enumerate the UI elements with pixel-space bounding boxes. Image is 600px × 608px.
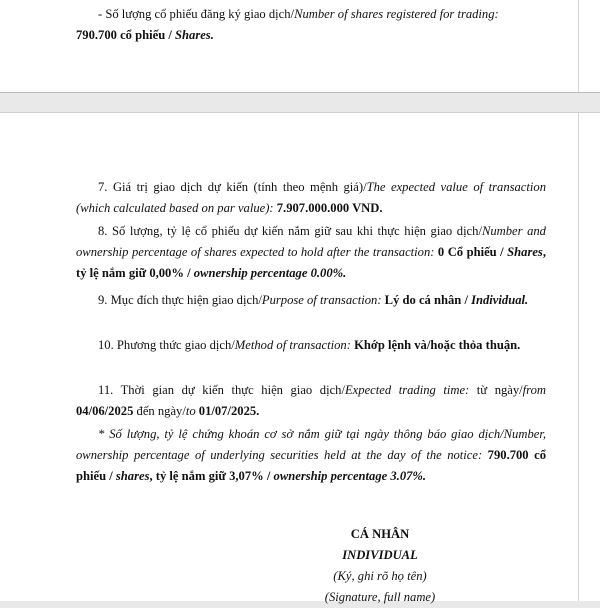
- page-bottom: [0, 112, 600, 604]
- item-8-label: 8. Số lượng, tỷ lệ cổ phiếu dự kiến nắm giữ sau khi thực hiện giao dịch/: [98, 224, 482, 238]
- item-9: [76, 290, 546, 311]
- item-11-label-en: Expected trading time:: [344, 383, 470, 397]
- item-8-value-d: ownership percentage 0.00%.: [193, 266, 347, 280]
- item-11: [76, 380, 546, 422]
- holding-note-value-b: shares: [115, 469, 150, 483]
- item-7-label: 7. Giá trị giao dịch dự kiến (tính theo mệnh giá)/: [98, 180, 367, 194]
- holding-note: [76, 424, 546, 487]
- item-8-value-a: 0 Cổ phiếu /: [434, 245, 508, 259]
- shares-registered-label: - Số lượng cổ phiếu đăng ký giao dịch/: [98, 7, 295, 21]
- item-7-label-en: The expected value of transaction (which calculated based on par value):: [76, 180, 546, 215]
- shares-registered-value: 790.700 cổ phiếu /: [76, 28, 176, 42]
- page-edge: [578, 113, 579, 601]
- holding-note-value-c: , tỷ lệ nắm giữ 3,07% /: [149, 469, 274, 483]
- item-11-to-vi: đến ngày/: [133, 404, 186, 418]
- item-10-label: 10. Phương thức giao dịch/: [98, 338, 235, 352]
- item-10-value: Khớp lệnh và/hoặc thỏa thuận.: [350, 338, 521, 352]
- item-7: [76, 177, 546, 219]
- item-11-to-en: to: [185, 404, 196, 418]
- shares-registered-line: [76, 4, 546, 25]
- item-11-from-en: from: [522, 383, 546, 397]
- item-8-value-b: Shares: [507, 245, 543, 259]
- signature-instruction-en: (Signature, full name): [324, 590, 436, 604]
- signature-title-en: INDIVIDUAL: [342, 548, 418, 562]
- holding-note-value-a: 790.700 cổ phiếu /: [76, 448, 546, 483]
- item-8: [76, 221, 546, 284]
- shares-registered-unit: Shares.: [175, 28, 214, 42]
- item-11-to-date: 01/07/2025.: [195, 404, 260, 418]
- item-9-label-en: Purpose of transaction:: [261, 293, 382, 307]
- signature-title: CÁ NHÂN: [350, 527, 410, 541]
- item-10-label-en: Method of transaction:: [234, 338, 351, 352]
- signature-instruction: (Ký, ghi rõ họ tên): [333, 569, 427, 583]
- item-9-label: 9. Mục đích thực hiện giao dịch/: [98, 293, 262, 307]
- item-11-label: 11. Thời gian dự kiến thực hiện giao dịch/: [98, 383, 345, 397]
- shares-registered-value-line: [76, 25, 546, 46]
- holding-note-value-d: ownership percentage 3.07%.: [273, 469, 427, 483]
- item-11-from-vi: từ ngày/: [469, 383, 523, 397]
- item-8-value-c: , tỷ lệ nắm giữ 0,00% /: [76, 245, 546, 280]
- item-8-label-en: Number and ownership percentage of shares expected to hold after the transaction:: [76, 224, 546, 259]
- shares-registered-label-en: Number of shares registered for trading:: [294, 7, 499, 21]
- holding-note-label: * Số lượng, tỷ lệ chứng khoán cơ sở nắm giữ tại ngày thông báo giao dịch/Number, ownership percentage of underlying securities held at the day of the notice:: [76, 427, 546, 462]
- page-edge: [578, 0, 579, 92]
- item-7-value: 7.907.000.000 VND.: [273, 201, 383, 215]
- item-9-value-a: Lý do cá nhân /: [381, 293, 472, 307]
- item-9-value-b: Individual.: [471, 293, 529, 307]
- item-11-from-date: 04/06/2025: [76, 404, 134, 418]
- page-top: [0, 0, 600, 93]
- item-10: [76, 335, 546, 356]
